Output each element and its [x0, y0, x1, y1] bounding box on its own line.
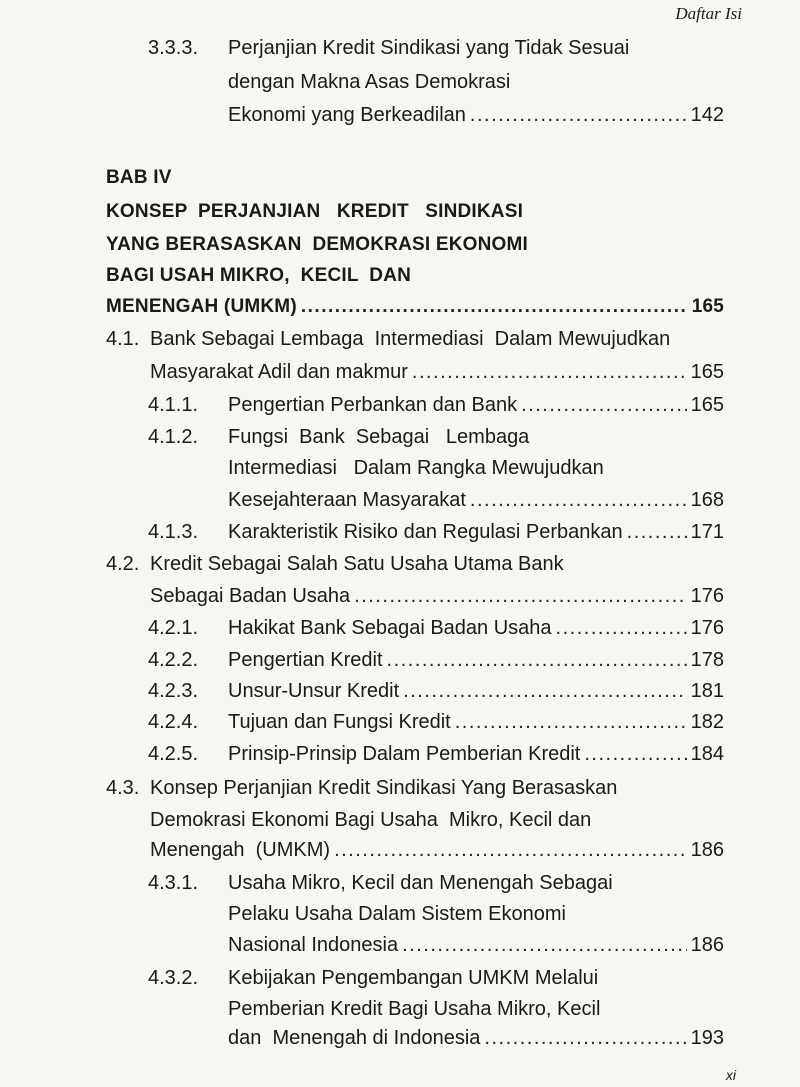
toc-entry-number: 4.3.1.: [148, 872, 199, 894]
chapter-title: KONSEP PERJANJIAN KREDIT SINDIKASI: [106, 201, 524, 222]
page-number: 142: [690, 104, 724, 126]
toc-entry-title: Bank Sebagai Lembaga Intermediasi Dalam Mewujudkan: [150, 328, 671, 350]
toc-entry-4-3[interactable]: [150, 836, 724, 864]
page-number: 181: [690, 680, 724, 702]
toc-entry-number: 3.3.3.: [148, 37, 199, 59]
chapter-title: BAGI USAH MIKRO, KECIL DAN: [106, 265, 412, 286]
toc-entry-title: Masyarakat Adil dan makmur: [150, 361, 408, 383]
toc-entry-number: 4.2.: [106, 553, 140, 575]
toc-entry-title: Tujuan dan Fungsi Kredit: [228, 711, 451, 733]
toc-entry-number: 4.3.2.: [148, 967, 199, 989]
page-number: 186: [690, 839, 724, 861]
page-number: 182: [690, 711, 724, 733]
toc-entry-title: Sebagai Badan Usaha: [150, 585, 351, 607]
toc-entry-title: Demokrasi Ekonomi Bagi Usaha Mikro, Kecil dan: [150, 809, 592, 831]
toc-entry-number: 4.1.: [106, 328, 140, 350]
leader-dots: [521, 391, 687, 419]
page-number: 176: [690, 585, 724, 607]
page-number: 171: [690, 521, 724, 543]
toc-entry-number: 4.2.1.: [148, 617, 199, 639]
toc-entry-title: Kredit Sebagai Salah Satu Usaha Utama Bank: [150, 553, 564, 575]
toc-entry-number: 4.1.2.: [148, 426, 199, 448]
toc-entry-title: Karakteristik Risiko dan Regulasi Perbankan: [228, 521, 623, 543]
toc-entry-title: Menengah (UMKM): [150, 839, 331, 861]
page-footer-number: xi: [725, 1067, 736, 1083]
leader-dots: [387, 646, 687, 674]
chapter-label: BAB IV: [106, 167, 172, 188]
toc-entry-title: Pengertian Perbankan dan Bank: [228, 394, 518, 416]
leader-dots: [627, 518, 687, 546]
toc-entry-4-2[interactable]: [150, 582, 724, 610]
toc-entry-title: Pengertian Kredit: [228, 649, 383, 671]
page-number: 176: [690, 617, 724, 639]
toc-entry-title: Pelaku Usaha Dalam Sistem Ekonomi: [228, 903, 566, 925]
toc-entry-title: Unsur-Unsur Kredit: [228, 680, 400, 702]
leader-dots: [354, 582, 686, 610]
toc-entry-4-2-2[interactable]: [228, 646, 724, 674]
toc-entry-title: Kesejahteraan Masyarakat: [228, 489, 466, 511]
toc-entry-number: 4.2.3.: [148, 680, 199, 702]
leader-dots: [412, 358, 687, 386]
leader-dots: [584, 740, 686, 768]
toc-entry-title: dengan Makna Asas Demokrasi: [228, 71, 511, 93]
toc-entry-title: Prinsip-Prinsip Dalam Pemberian Kredit: [228, 743, 581, 765]
leader-dots: [301, 293, 688, 321]
leader-dots: [402, 931, 687, 959]
chapter-title: YANG BERASASKAN DEMOKRASI EKONOMI: [106, 234, 529, 255]
toc-entry-4-3-2[interactable]: [228, 1024, 724, 1052]
chapter-title: MENENGAH (UMKM): [106, 296, 297, 317]
toc-entry-number: 4.2.2.: [148, 649, 199, 671]
toc-entry-number: 4.3.: [106, 777, 140, 799]
page-number: 193: [690, 1027, 724, 1049]
leader-dots: [455, 708, 687, 736]
toc-entry-4-1-1[interactable]: [228, 391, 724, 419]
toc-entry-3-3-3[interactable]: [228, 101, 724, 129]
page-number: 165: [691, 296, 724, 317]
toc-entry-title: Fungsi Bank Sebagai Lembaga: [228, 426, 530, 448]
leader-dots: [403, 677, 686, 705]
toc-entry-title: Nasional Indonesia: [228, 934, 399, 956]
page-number: 178: [690, 649, 724, 671]
toc-entry-title: Intermediasi Dalam Rangka Mewujudkan: [228, 457, 604, 479]
toc-entry-4-1[interactable]: [150, 358, 724, 386]
toc-entry-title: Konsep Perjanjian Kredit Sindikasi Yang Berasaskan: [150, 777, 618, 799]
toc-entry-4-3-1[interactable]: [228, 931, 724, 959]
leader-dots: [556, 614, 687, 642]
toc-entry-4-1-3[interactable]: [228, 518, 724, 546]
toc-entry-title: Perjanjian Kredit Sindikasi yang Tidak Sesuai: [228, 37, 630, 59]
toc-entry-title: Kebijakan Pengembangan UMKM Melalui: [228, 967, 599, 989]
page-number: 186: [690, 934, 724, 956]
toc-entry-title: dan Menengah di Indonesia: [228, 1027, 481, 1049]
toc-entry-4-2-3[interactable]: [228, 677, 724, 705]
toc-entry-title: Usaha Mikro, Kecil dan Menengah Sebagai: [228, 872, 613, 894]
toc-entry-title: Ekonomi yang Berkeadilan: [228, 104, 466, 126]
toc-entry-number: 4.1.3.: [148, 521, 199, 543]
toc-entry-number: 4.2.4.: [148, 711, 199, 733]
page-number: 168: [690, 489, 724, 511]
toc-entry-4-2-4[interactable]: [228, 708, 724, 736]
toc-entry-title: Pemberian Kredit Bagi Usaha Mikro, Kecil: [228, 998, 601, 1020]
page-number: 165: [690, 394, 724, 416]
leader-dots: [470, 101, 687, 129]
leader-dots: [484, 1024, 686, 1052]
running-header: Daftar Isi: [675, 4, 742, 23]
toc-entry-bab-iv[interactable]: [106, 293, 724, 321]
toc-entry-4-1-2[interactable]: [228, 486, 724, 514]
toc-entry-title: Hakikat Bank Sebagai Badan Usaha: [228, 617, 552, 639]
page-number: 165: [690, 361, 724, 383]
toc-entry-number: 4.1.1.: [148, 394, 199, 416]
toc-entry-number: 4.2.5.: [148, 743, 199, 765]
toc-entry-4-2-5[interactable]: [228, 740, 724, 768]
toc-entry-4-2-1[interactable]: [228, 614, 724, 642]
leader-dots: [334, 836, 687, 864]
page-number: 184: [690, 743, 724, 765]
leader-dots: [470, 486, 687, 514]
